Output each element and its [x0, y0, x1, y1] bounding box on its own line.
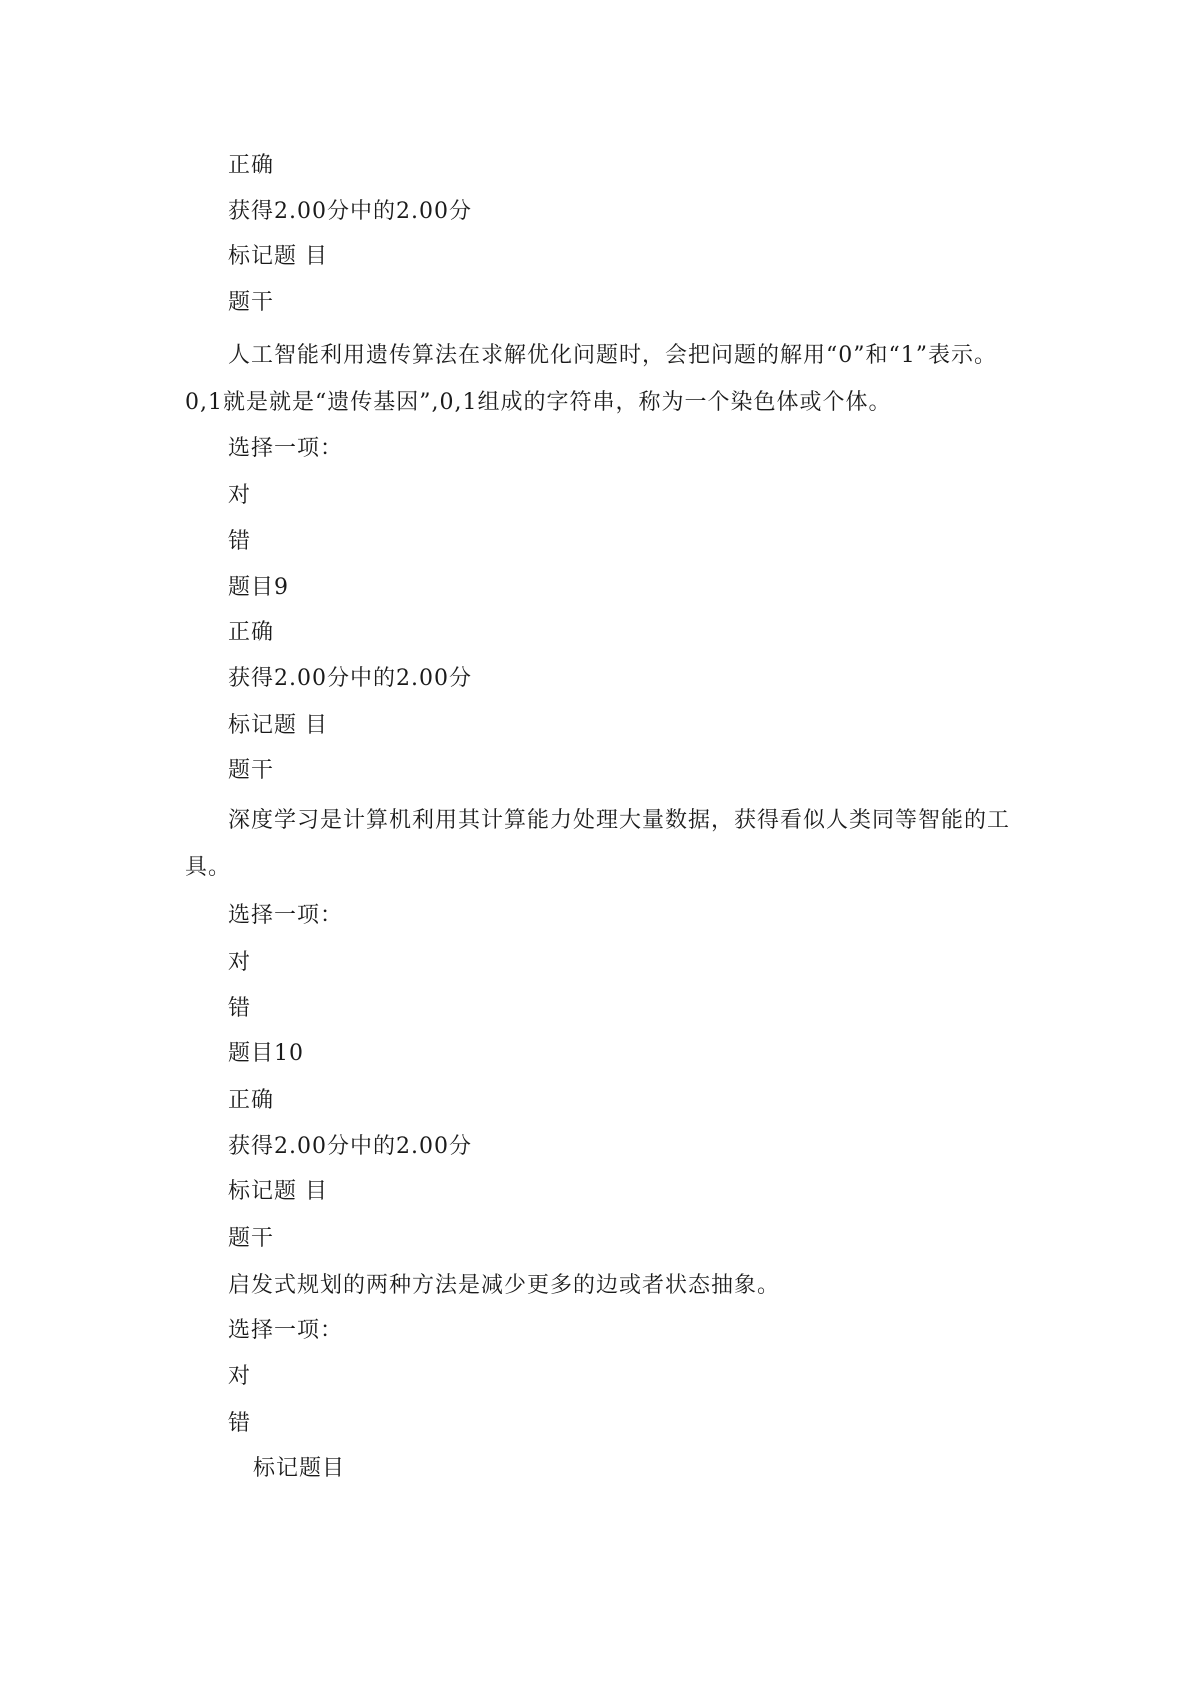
q10-title: 题目10: [228, 1041, 304, 1066]
q8-option-true[interactable]: 对: [228, 483, 252, 508]
q10-option-true[interactable]: 对: [228, 1364, 252, 1389]
q9-status: 正确: [228, 620, 275, 645]
q8-select-prompt: 选择一项：: [228, 436, 344, 461]
q8-stem-text: 人工智能利用遗传算法在求解优化问题时，会把问题的解用“0”和“1”表示。0,1就是就是“遗传基因”,0,1组成的字符串，称为一个染色体或个体。: [185, 343, 997, 415]
q10-stem-label: 题干: [228, 1226, 275, 1251]
q9-flag-question[interactable]: 标记题 目: [228, 713, 328, 738]
q10-option-false[interactable]: 错: [228, 1411, 252, 1436]
q8-status: 正确: [228, 153, 275, 178]
q9-option-false[interactable]: 错: [228, 996, 252, 1021]
q9-option-true[interactable]: 对: [228, 950, 252, 975]
q8-score: 获得2.00分中的2.00分: [228, 199, 472, 224]
q9-select-prompt: 选择一项：: [228, 903, 344, 928]
q9-title: 题目9: [228, 575, 289, 600]
q10-stem-text: 启发式规划的两种方法是减少更多的边或者状态抽象。: [228, 1273, 781, 1298]
q8-stem-label: 题干: [228, 290, 275, 315]
footer-flag-question[interactable]: 标记题目: [253, 1456, 346, 1481]
q10-status: 正确: [228, 1088, 275, 1113]
q9-stem-label: 题干: [228, 758, 275, 783]
q9-stem-text: 深度学习是计算机利用其计算能力处理大量数据，获得看似人类同等智能的工具。: [185, 808, 1011, 880]
q10-flag-question[interactable]: 标记题 目: [228, 1179, 328, 1204]
q10-score: 获得2.00分中的2.00分: [228, 1134, 472, 1159]
q9-score: 获得2.00分中的2.00分: [228, 666, 472, 691]
q8-option-false[interactable]: 错: [228, 529, 252, 554]
q8-flag-question[interactable]: 标记题 目: [228, 244, 328, 269]
q10-select-prompt: 选择一项：: [228, 1318, 344, 1343]
